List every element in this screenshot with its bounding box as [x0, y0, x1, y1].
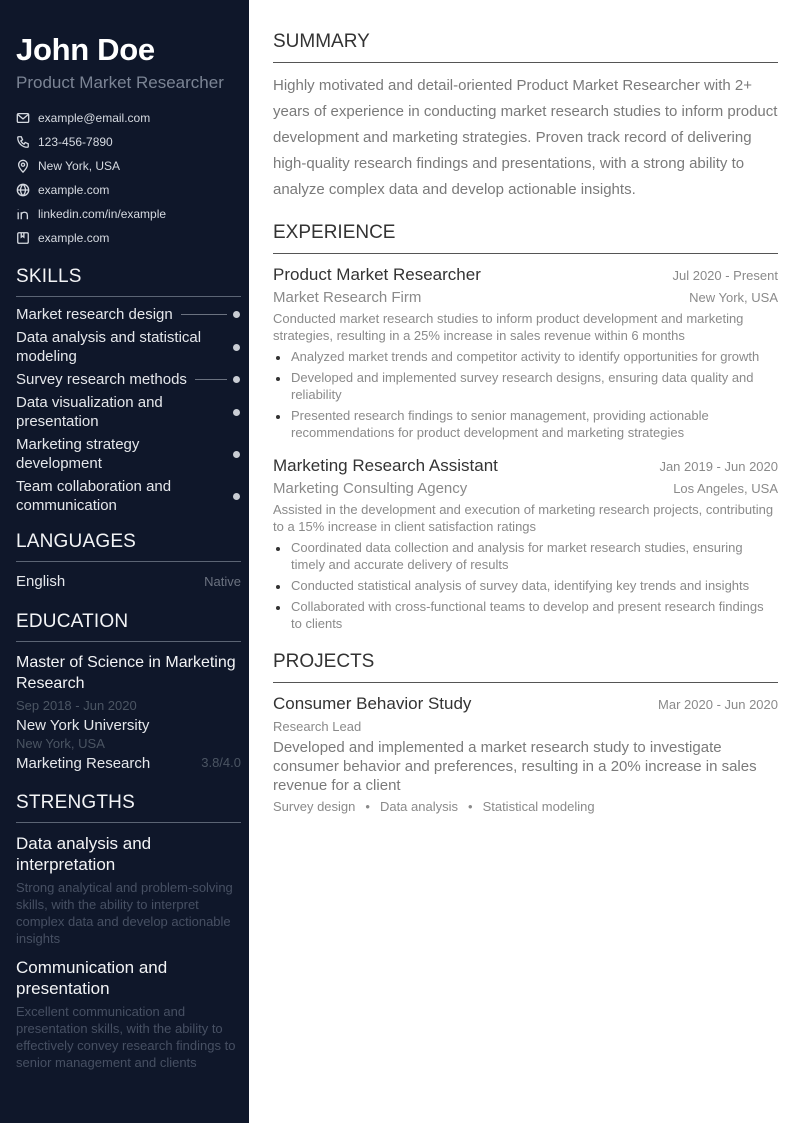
strength-desc: Strong analytical and problem-solving skills, with the ability to interpret complex data and develop actionable insights: [16, 880, 233, 946]
experience-section: [273, 221, 778, 632]
contact-phone[interactable]: [16, 130, 241, 154]
job-bullets: [273, 539, 778, 632]
job-company: Market Research Firm: [273, 289, 422, 306]
job-location: New York, USA: [689, 290, 778, 305]
education-school: New York University: [16, 717, 150, 734]
skill-label: Survey research methods: [16, 371, 187, 388]
mail-icon: [16, 111, 30, 125]
strength-title: Communication and presentation: [16, 958, 168, 998]
skill-label: Data analysis and statistical modeling: [16, 329, 202, 365]
contact-location: [16, 154, 241, 178]
skill-item: [16, 305, 241, 324]
job-bullet: Collaborated with cross-functional teams to develop and present research findings to clients: [273, 598, 778, 632]
project-tag: Statistical modeling: [482, 799, 595, 814]
skill-line: [219, 496, 227, 497]
education-dates: Sep 2018 - Jun 2020: [16, 698, 137, 713]
project-tags: [273, 799, 778, 814]
phone-icon: [16, 135, 30, 149]
contact-phone-text: 123-456-7890: [38, 135, 113, 149]
job-dates: Jan 2019 - Jun 2020: [659, 459, 778, 474]
education-heading: EDUCATION: [16, 611, 241, 642]
project-title: Consumer Behavior Study: [273, 694, 472, 713]
job-entry: [273, 455, 778, 632]
tag-separator: •: [468, 799, 473, 814]
skill-line: [195, 379, 227, 380]
job-bullet: Coordinated data collection and analysis for market research studies, ensuring timely and accurate delivery of results: [273, 539, 778, 573]
job-bullet: Conducted statistical analysis of survey data, identifying key trends and insights: [273, 577, 778, 594]
job-location: Los Angeles, USA: [673, 481, 778, 496]
education-gpa: 3.8/4.0: [201, 755, 241, 770]
job-description: Assisted in the development and execution of marketing research projects, contributing to a 15% increase in client satisfaction ratings: [273, 502, 774, 534]
skill-label: Market research design: [16, 306, 173, 323]
candidate-name: John Doe: [16, 32, 155, 67]
education-location: New York, USA: [16, 736, 105, 751]
project-entry: [273, 693, 778, 814]
job-bullet: Developed and implemented survey research designs, ensuring data quality and reliability: [273, 369, 778, 403]
bookmark-icon: [16, 231, 30, 245]
skill-label: Data visualization and presentation: [16, 394, 163, 430]
languages-section: [16, 531, 241, 591]
strengths-heading: STRENGTHS: [16, 792, 241, 823]
project-tag: Survey design: [273, 799, 356, 814]
contact-linkedin-text: linkedin.com/in/example: [38, 207, 167, 221]
contact-email[interactable]: [16, 106, 241, 130]
contact-website[interactable]: [16, 178, 241, 202]
contact-email-text: example@email.com: [38, 111, 151, 125]
skill-dot: [233, 376, 240, 383]
globe-icon: [16, 183, 30, 197]
main-content: [249, 0, 794, 1123]
contact-linkedin[interactable]: [16, 202, 241, 226]
job-entry: [273, 264, 778, 441]
strengths-section: [16, 792, 241, 1071]
language-name: English: [16, 573, 66, 590]
skills-section: [16, 266, 241, 515]
skill-item: [16, 370, 241, 389]
strength-desc: Excellent communication and presentation skills, with the ability to effectively convey research findings to senior management and clients: [16, 1004, 236, 1070]
skills-heading: SKILLS: [16, 266, 241, 297]
contact-website-text: example.com: [38, 183, 110, 197]
project-tag: Data analysis: [379, 799, 458, 814]
job-bullet: Presented research findings to senior management, providing actionable recommendations for product development and marketing strategies: [273, 407, 778, 441]
skill-item: [16, 477, 241, 515]
skill-dot: [233, 493, 240, 500]
skill-label: Marketing strategy development: [16, 436, 140, 472]
candidate-title: Product Market Researcher: [16, 73, 224, 92]
job-title: Marketing Research Assistant: [273, 456, 498, 475]
skill-dot: [233, 409, 240, 416]
contact-list: [16, 106, 241, 250]
skill-item: [16, 435, 241, 473]
experience-heading: EXPERIENCE: [273, 221, 778, 254]
location-pin-icon: [16, 159, 30, 173]
language-item: [16, 572, 241, 591]
sidebar: [0, 0, 249, 1123]
education-field: Marketing Research: [16, 755, 151, 772]
job-bullet: Analyzed market trends and competitor activity to identify opportunities for growth: [273, 348, 778, 365]
skill-line: [219, 454, 227, 455]
project-dates: Mar 2020 - Jun 2020: [658, 697, 778, 712]
summary-heading: SUMMARY: [273, 30, 778, 63]
skill-line: [219, 412, 227, 413]
skill-dot: [233, 344, 240, 351]
project-role: Research Lead: [273, 719, 362, 734]
job-bullets: [273, 348, 778, 441]
job-title: Product Market Researcher: [273, 265, 481, 284]
skill-line: [181, 314, 227, 315]
job-description: Conducted market research studies to inform product development and marketing strategies, resulting in a 25% increase in sales revenue within 6 months: [273, 311, 744, 343]
education-field-row: [16, 755, 241, 772]
projects-section: [273, 650, 778, 814]
projects-heading: PROJECTS: [273, 650, 778, 683]
linkedin-icon: [16, 207, 30, 221]
contact-portfolio-text: example.com: [38, 231, 110, 245]
summary-section: [273, 30, 778, 203]
strength-title: Data analysis and interpretation: [16, 834, 152, 874]
project-description: Developed and implemented a market research study to investigate consumer behavior and preferences, resulting in a 20% increase in sales revenue for a client: [273, 739, 757, 794]
contact-location-text: New York, USA: [38, 159, 121, 173]
skill-line: [219, 347, 227, 348]
job-company: Marketing Consulting Agency: [273, 480, 468, 497]
skill-label: Team collaboration and communication: [16, 478, 172, 514]
skill-item: [16, 328, 241, 366]
contact-portfolio[interactable]: [16, 226, 241, 250]
skill-item: [16, 393, 241, 431]
education-section: [16, 611, 241, 772]
summary-text: Highly motivated and detail-oriented Product Market Researcher with 2+ years of experience in conducting market research studies to inform product development and marketing strategies. Proven track record of delivering high-quality research findings and presentations, with a strong ability to analyze complex data and develop actionable insights.: [273, 77, 778, 198]
skill-dot: [233, 311, 240, 318]
languages-heading: LANGUAGES: [16, 531, 241, 562]
education-degree: Master of Science in Marketing Research: [16, 654, 236, 692]
tag-separator: •: [365, 799, 370, 814]
language-level: Native: [204, 574, 241, 589]
skill-dot: [233, 451, 240, 458]
job-dates: Jul 2020 - Present: [672, 268, 778, 283]
